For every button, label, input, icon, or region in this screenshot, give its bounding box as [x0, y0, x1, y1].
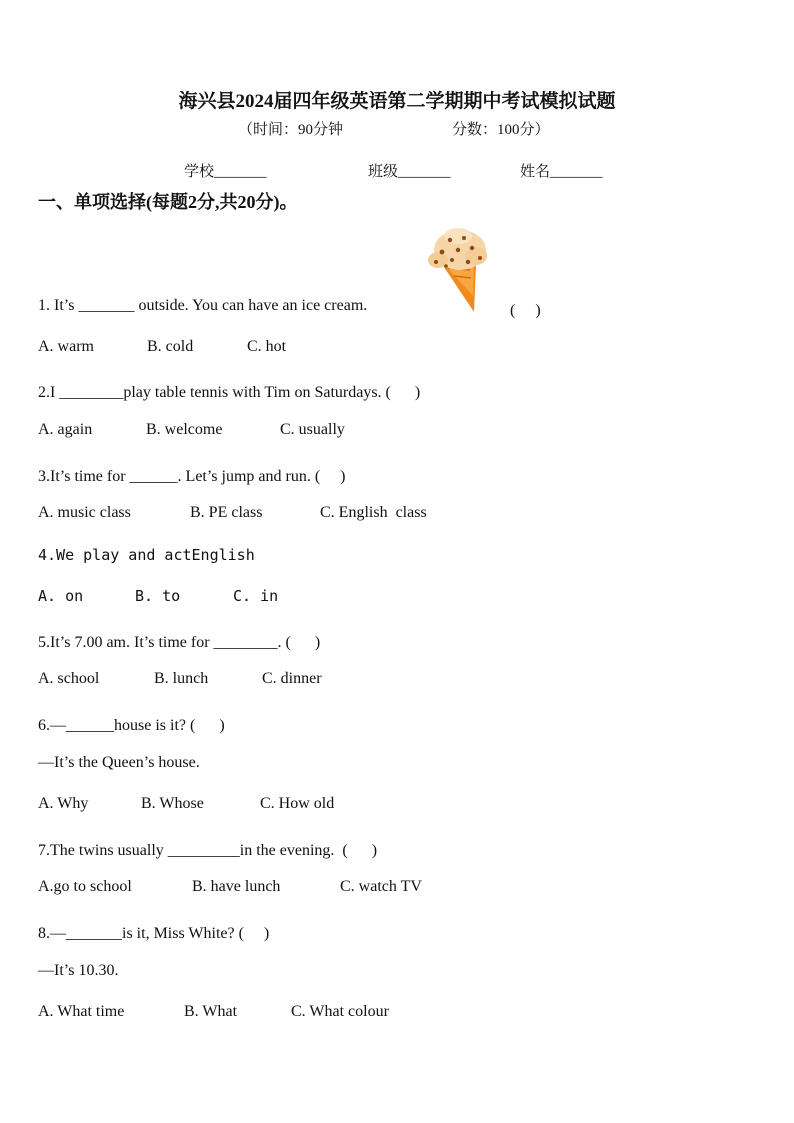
- question-6-stem: 6.—______house is it? ( ): [38, 717, 225, 734]
- question-5-option-c: C. dinner: [262, 670, 322, 687]
- question-6-option-b: B. Whose: [141, 795, 204, 812]
- question-1-answer-blank[interactable]: ( ): [510, 302, 541, 319]
- question-2-option-c: C. usually: [280, 421, 345, 438]
- class-field[interactable]: 班级_______: [368, 164, 451, 180]
- question-2-option-a: A. again: [38, 421, 93, 438]
- question-3-option-a: A. music class: [38, 504, 131, 521]
- exam-time: （时间：90分钟: [238, 122, 344, 138]
- question-3-option-c: C. English class: [320, 504, 427, 521]
- question-7-option-c: C. watch TV: [340, 878, 422, 895]
- question-8-reply: —It’s 10.30.: [38, 962, 119, 979]
- question-6-option-a: A. Why: [38, 795, 89, 812]
- question-3-option-b: B. PE class: [190, 504, 263, 521]
- question-6-reply: —It’s the Queen’s house.: [38, 754, 200, 771]
- question-8-option-c: C. What colour: [291, 1003, 389, 1020]
- question-8-stem: 8.—_______is it, Miss White? ( ): [38, 925, 270, 942]
- page-title: 海兴县2024届四年级英语第二学期期中考试模拟试题: [178, 91, 616, 112]
- question-8-option-b: B. What: [184, 1003, 238, 1020]
- question-5-option-a: A. school: [38, 670, 100, 687]
- name-field[interactable]: 姓名_______: [520, 164, 603, 180]
- question-7-option-a: A.go to school: [38, 878, 132, 895]
- question-2-stem: 2.I ________play table tennis with Tim on Saturdays. ( ): [38, 384, 421, 401]
- exam-score: 分数：100分）: [452, 122, 550, 138]
- section-heading: 一、单项选择(每题2分,共20分)。: [38, 192, 298, 212]
- question-4-option-b: B. to: [135, 587, 181, 605]
- question-1-stem: 1. It’s _______ outside. You can have an ice cream.: [38, 297, 368, 314]
- question-1-option-b: B. cold: [147, 338, 194, 355]
- question-1-option-a: A. warm: [38, 338, 94, 355]
- question-4-option-c: C. in: [233, 587, 279, 605]
- question-1-option-c: C. hot: [247, 338, 287, 355]
- question-5-option-b: B. lunch: [154, 670, 209, 687]
- question-4-stem: 4.We play and actEnglish: [38, 546, 255, 564]
- question-5-stem: 5.It’s 7.00 am. It’s time for ________. ( ): [38, 634, 321, 651]
- question-3-stem: 3.It’s time for ______. Let’s jump and run. ( ): [38, 468, 346, 485]
- question-7-option-b: B. have lunch: [192, 878, 281, 895]
- question-2-option-b: B. welcome: [146, 421, 223, 438]
- question-6-option-c: C. How old: [260, 795, 335, 812]
- school-field[interactable]: 学校_______: [184, 164, 267, 180]
- ice-cream-cone-icon: [424, 226, 490, 318]
- question-4-option-a: A. on: [38, 587, 84, 605]
- question-8-option-a: A. What time: [38, 1003, 125, 1020]
- question-7-stem: 7.The twins usually _________in the evening. ( ): [38, 842, 378, 859]
